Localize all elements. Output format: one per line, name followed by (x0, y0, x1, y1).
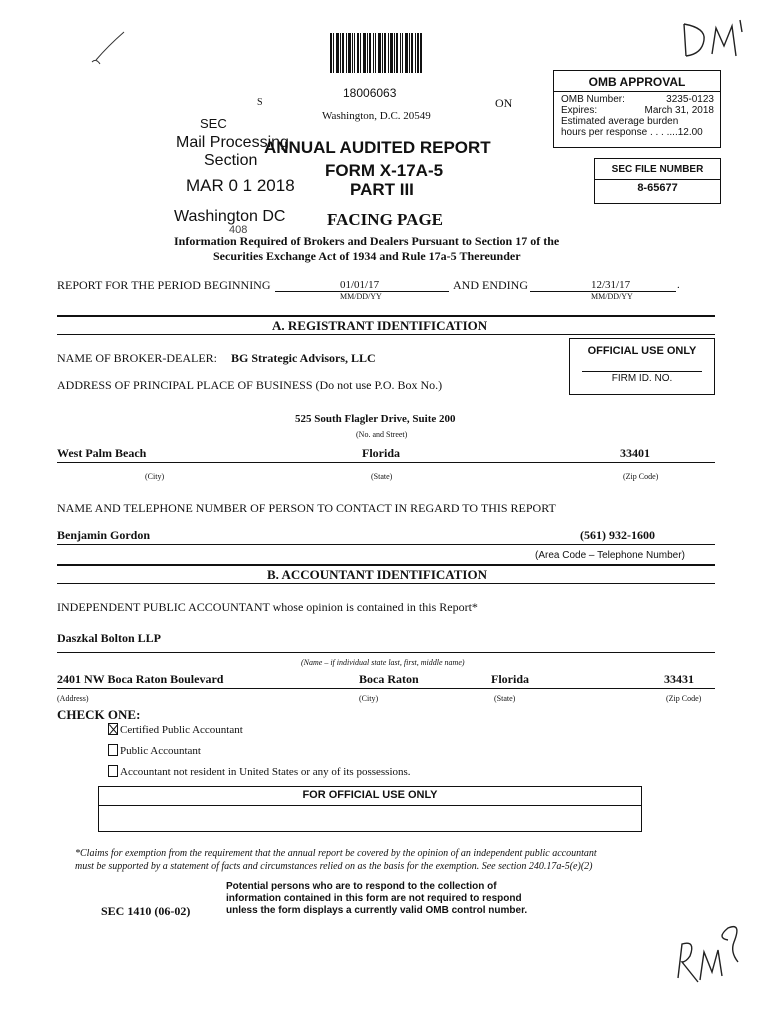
accountant-zip-hint: (Zip Code) (666, 694, 702, 703)
period-ending-hint: MM/DD/YY (591, 292, 633, 301)
accountant-label: INDEPENDENT PUBLIC ACCOUNTANT whose opinion is contained in this Report* (57, 600, 478, 614)
section-a-title: A. REGISTRANT IDENTIFICATION (272, 318, 488, 333)
omb-number-label: OMB Number: (561, 94, 625, 105)
commission-fragment-left: S (257, 97, 263, 108)
street-hint: (No. and Street) (356, 430, 408, 439)
barcode-graphic (330, 33, 422, 73)
sec-file-number-value: 8-65677 (637, 182, 678, 194)
omb-notice-3: unless the form displays a currently valid OMB control number. (226, 905, 528, 916)
handwritten-mark-topleft (88, 30, 128, 66)
handwritten-initials-bottom (672, 922, 748, 988)
barcode-number: 18006063 (343, 86, 397, 100)
form-title-line1: ANNUAL AUDITED REPORT (264, 138, 491, 157)
sec-file-number-label: SEC FILE NUMBER (611, 164, 704, 175)
official-use-box-b (98, 786, 642, 832)
footnote-line1: *Claims for exemption from the requirement that the annual report be covered by the opinion of an independent public accountant (75, 848, 597, 859)
accountant-address[interactable]: 2401 NW Boca Raton Boulevard (57, 672, 224, 686)
city-value-a[interactable]: West Palm Beach (57, 446, 147, 460)
accountant-name-hint: (Name – if individual state last, first, middle name) (301, 658, 465, 667)
stamp-line-sec: SEC (200, 116, 227, 131)
stamp-line-mail: Mail Processing (176, 134, 289, 151)
stamp-line-section: Section (204, 152, 258, 169)
omb-burden-1: Estimated average burden (561, 116, 679, 127)
state-hint-a: (State) (371, 472, 393, 481)
accountant-address-hint: (Address) (57, 694, 89, 703)
firm-id-label: FIRM ID. NO. (611, 373, 673, 384)
facing-page-line2: Securities Exchange Act of 1934 and Rule 17a-5 Thereunder (213, 249, 521, 263)
accountant-city[interactable]: Boca Raton (359, 672, 419, 686)
accountant-state-hint: (State) (494, 694, 516, 703)
official-use-box-a (569, 338, 715, 395)
stamp-city: Washington DC (174, 208, 286, 225)
period-ending-dot: . (677, 279, 680, 291)
city-hint-a: (City) (145, 472, 165, 481)
omb-burden-2: hours per response . . . ....12.00 (561, 127, 703, 138)
period-ending-label: AND ENDING (453, 278, 528, 292)
sec-file-number-box (594, 158, 721, 204)
stamp-code: 408 (229, 224, 248, 236)
street-value[interactable]: 525 South Flagler Drive, Suite 200 (295, 413, 456, 425)
checkbox-empty-icon[interactable] (108, 744, 118, 756)
checkbox-checked-icon[interactable] (108, 723, 118, 735)
stamp-date: MAR 0 1 2018 (186, 176, 295, 195)
broker-dealer-value[interactable]: BG Strategic Advisors, LLC (231, 351, 376, 365)
handwritten-initials-top (678, 16, 750, 60)
option-nonresident[interactable]: Accountant not resident in United States or any of its possessions. (108, 765, 411, 778)
omb-number-value: 3235-0123 (666, 94, 714, 105)
facing-page-line1: Information Required of Brokers and Dealers Pursuant to Section 17 of the (174, 234, 560, 248)
contact-name[interactable]: Benjamin Gordon (57, 528, 151, 542)
form-title-line3: PART III (350, 180, 414, 199)
section-b-title: B. ACCOUNTANT IDENTIFICATION (267, 567, 487, 582)
contact-label: NAME AND TELEPHONE NUMBER OF PERSON TO CONTACT IN REGARD TO THIS REPORT (57, 501, 556, 515)
period-beginning-hint: MM/DD/YY (340, 292, 382, 301)
omb-expires-value: March 31, 2018 (644, 105, 714, 116)
form-title-line2: FORM X-17A-5 (325, 161, 444, 180)
address-label: ADDRESS OF PRINCIPAL PLACE OF BUSINESS (Do not use P.O. Box No.) (57, 378, 443, 392)
option-certified[interactable]: Certified Public Accountant (108, 723, 243, 736)
zip-value-a[interactable]: 33401 (620, 446, 650, 460)
period-beginning-label: REPORT FOR THE PERIOD BEGINNING (57, 278, 271, 292)
zip-hint-a: (Zip Code) (623, 472, 659, 481)
form-number: SEC 1410 (06-02) (101, 904, 191, 918)
omb-notice-2: information contained in this form are not required to respond (226, 893, 522, 904)
accountant-state[interactable]: Florida (491, 672, 529, 686)
broker-dealer-label: NAME OF BROKER-DEALER: (57, 351, 218, 365)
period-beginning-value[interactable]: 01/01/17 (340, 279, 380, 291)
facing-page-title: FACING PAGE (327, 210, 444, 229)
footnote-line2: must be supported by a statement of facts and circumstances relied on as the basis for the exemption. See section 240.17a-5(e)(2) (75, 861, 593, 872)
state-value-a[interactable]: Florida (362, 446, 400, 460)
official-use-label-a: OFFICIAL USE ONLY (587, 345, 697, 357)
official-use-label-b: FOR OFFICIAL USE ONLY (302, 789, 438, 801)
commission-fragment-right: ON (495, 96, 513, 110)
contact-phone[interactable]: (561) 932-1600 (580, 528, 655, 542)
accountant-zip[interactable]: 33431 (664, 672, 694, 686)
phone-hint: (Area Code – Telephone Number) (535, 550, 685, 561)
accountant-city-hint: (City) (359, 694, 379, 703)
period-ending-value[interactable]: 12/31/17 (591, 279, 631, 291)
omb-notice-1: Potential persons who are to respond to the collection of (226, 881, 497, 892)
checkbox-empty-icon[interactable] (108, 765, 118, 777)
barcode (330, 33, 422, 78)
omb-title: OMB APPROVAL (588, 75, 686, 89)
check-one-label: CHECK ONE: (57, 707, 141, 722)
accountant-name[interactable]: Daszkal Bolton LLP (57, 631, 162, 645)
omb-approval-box (553, 70, 721, 148)
omb-expires-label: Expires: (561, 105, 598, 116)
commission-address: Washington, D.C. 20549 (322, 110, 431, 122)
option-public[interactable]: Public Accountant (108, 744, 201, 757)
